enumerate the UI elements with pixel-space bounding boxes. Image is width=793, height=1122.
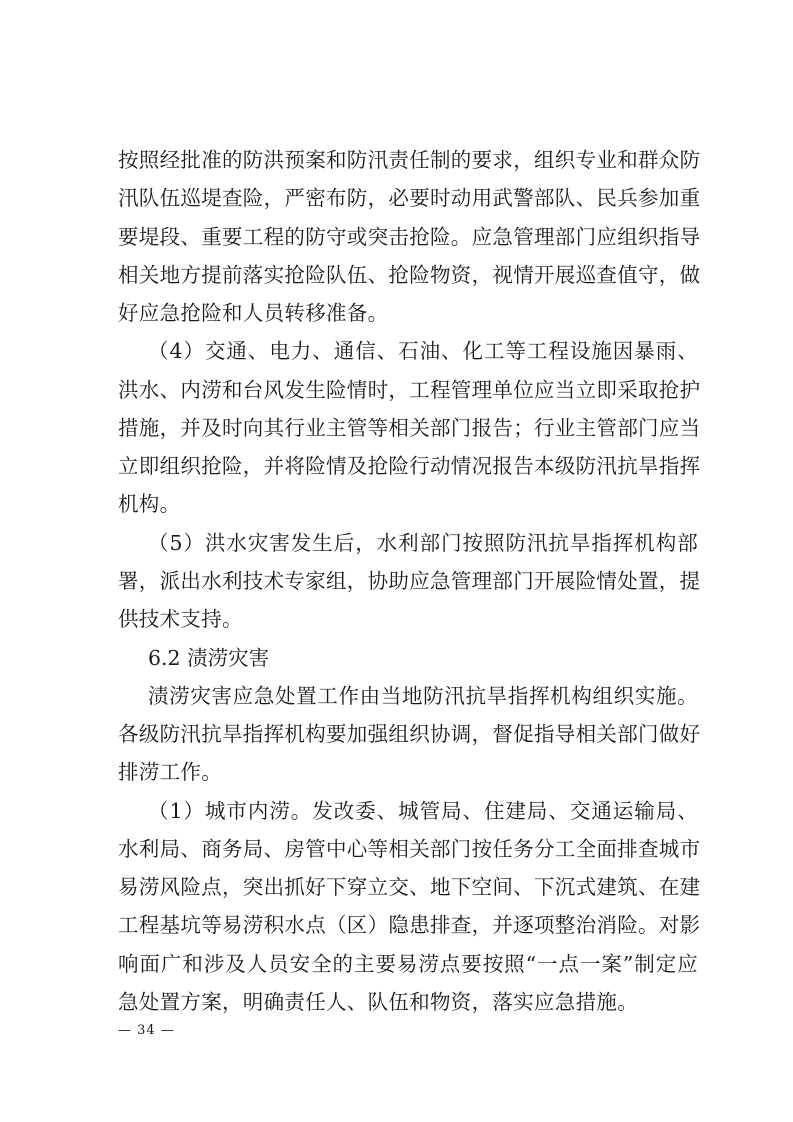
paragraph-1-line-1: 按照经批准的防洪预案和防汛责任制的要求，组织专业和群众防 (118, 148, 701, 172)
paragraph-5-line-4: 工程基坑等易涝积水点（区）隐患排查，并逐项整治消险。对影 (118, 913, 701, 937)
paragraph-4-line-3: 排涝工作。 (118, 760, 222, 784)
paragraph-2-line-4: 立即组织抢险，并将险情及抢险行动情况报告本级防汛抗旱指挥 (118, 454, 701, 478)
section-heading: 6.2 渍涝灾害 (148, 646, 270, 670)
paragraph-2-line-3: 措施，并及时向其行业主管等相关部门报告；行业主管部门应当 (118, 416, 701, 440)
paragraph-2-line-1: （4）交通、电力、通信、石油、化工等工程设施因暴雨、 (148, 339, 698, 363)
paragraph-5-line-6: 急处置方案，明确责任人、队伍和物资，落实应急措施。 (118, 990, 638, 1014)
paragraph-2-line-2: 洪水、内涝和台风发生险情时，工程管理单位应当立即采取抢护 (118, 378, 701, 402)
paragraph-3-line-2: 署，派出水利技术专家组，协助应急管理部门开展险情处置，提 (118, 569, 701, 593)
paragraph-1-line-2: 汛队伍巡堤查险，严密布防，必要时动用武警部队、民兵参加重 (118, 186, 701, 210)
page-number: — 34 — (118, 1023, 175, 1038)
paragraph-2-line-5: 机构。 (118, 492, 181, 516)
paragraph-1-line-4: 相关地方提前落实抢险队伍、抢险物资，视情开展巡查值守，做 (118, 263, 701, 287)
paragraph-3-line-3: 供技术支持。 (118, 607, 243, 631)
paragraph-5-line-2: 水利局、商务局、房管中心等相关部门按任务分工全面排查城市 (118, 837, 701, 861)
paragraph-5-line-5: 响面广和涉及人员安全的主要易涝点要按照“一点一案”制定应 (118, 952, 698, 976)
paragraph-4-line-2: 各级防汛抗旱指挥机构要加强组织协调，督促指导相关部门做好 (118, 722, 701, 746)
paragraph-5-line-1: （1）城市内涝。发改委、城管局、住建局、交通运输局、 (148, 799, 698, 823)
paragraph-5-line-3: 易涝风险点，突出抓好下穿立交、地下空间、下沉式建筑、在建 (118, 875, 701, 899)
paragraph-4-line-1: 渍涝灾害应急处置工作由当地防汛抗旱指挥机构组织实施。 (148, 684, 698, 708)
paragraph-3-line-1: （5）洪水灾害发生后，水利部门按照防汛抗旱指挥机构部 (148, 531, 698, 555)
paragraph-1-line-5: 好应急抢险和人员转移准备。 (118, 301, 389, 325)
paragraph-1-line-3: 要堤段、重要工程的防守或突击抢险。应急管理部门应组织指导 (118, 225, 701, 249)
